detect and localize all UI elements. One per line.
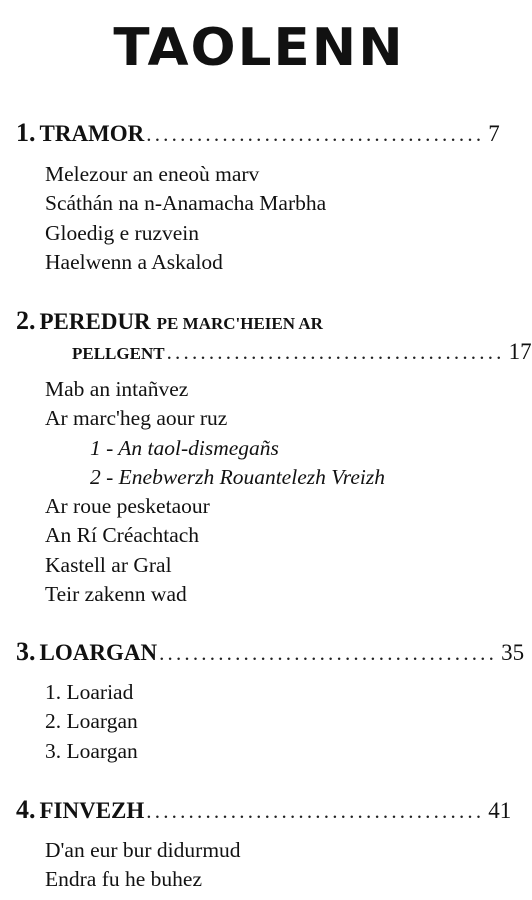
list-item: Haelwenn a Askalod xyxy=(45,249,223,274)
chapter-number: 3. xyxy=(16,637,36,666)
dot-leader: ........................................ xyxy=(166,340,505,364)
list-item: Melezour an eneoù marv xyxy=(45,162,260,186)
chapter-number: 2. xyxy=(16,306,36,335)
chapter-title-line2: PELLGENT xyxy=(72,344,165,363)
page-number: 7 xyxy=(488,121,500,146)
chapter-items xyxy=(45,678,508,766)
chapter-heading xyxy=(16,795,512,825)
page-number: 17 xyxy=(508,339,532,364)
list-item: Ar roue pesketaour xyxy=(45,494,210,519)
list-subitem: 1 - An taol-dismegañs xyxy=(90,435,279,460)
list-item: Mab an intañvez xyxy=(45,377,189,401)
list-item: Ar marc'heg aour ruz xyxy=(45,406,228,431)
dot-leader: ........................................ xyxy=(146,122,485,146)
page-number: 35 xyxy=(501,640,525,665)
page-number: 41 xyxy=(488,798,512,823)
list-item: 1. Loariad xyxy=(45,680,134,704)
chapter-title: LOARGAN xyxy=(39,640,158,665)
chapter-title: PEREDUR xyxy=(39,309,151,334)
chapter-heading xyxy=(16,637,525,667)
list-item: Teir zakenn wad xyxy=(45,582,187,607)
chapter-number: 4. xyxy=(16,795,36,824)
list-item: Kastell ar Gral xyxy=(45,552,172,577)
list-item: 3. Loargan xyxy=(45,738,138,763)
dot-leader: ........................................ xyxy=(159,641,498,665)
list-item: Scáthán na n-Anamacha Marbha xyxy=(45,191,327,216)
chapter-number: 1. xyxy=(16,118,36,147)
list-item: 2. Loargan xyxy=(45,709,138,734)
list-subitem: 2 - Enebwerzh Rouantelezh Vreizh xyxy=(90,464,385,489)
chapter-items xyxy=(45,375,508,609)
chapter-title: TRAMOR xyxy=(39,121,145,146)
list-item: D'an eur bur didurmud xyxy=(45,838,241,862)
chapter-subtitle: PE MARC'HEIEN AR xyxy=(156,314,323,333)
chapter-heading-continued xyxy=(72,338,532,368)
chapter-heading xyxy=(16,118,500,148)
chapter-title: FINVEZH xyxy=(39,798,145,823)
list-item: Gloedig e ruzvein xyxy=(45,220,200,245)
chapter-items xyxy=(45,836,508,895)
list-item: Endra fu he buhez xyxy=(45,867,202,892)
list-item: An Rí Créachtach xyxy=(45,523,200,548)
dot-leader: ........................................ xyxy=(146,799,485,823)
chapter-heading xyxy=(16,307,492,338)
chapter-items xyxy=(45,160,508,277)
page-title: TAOLENN xyxy=(113,18,405,78)
